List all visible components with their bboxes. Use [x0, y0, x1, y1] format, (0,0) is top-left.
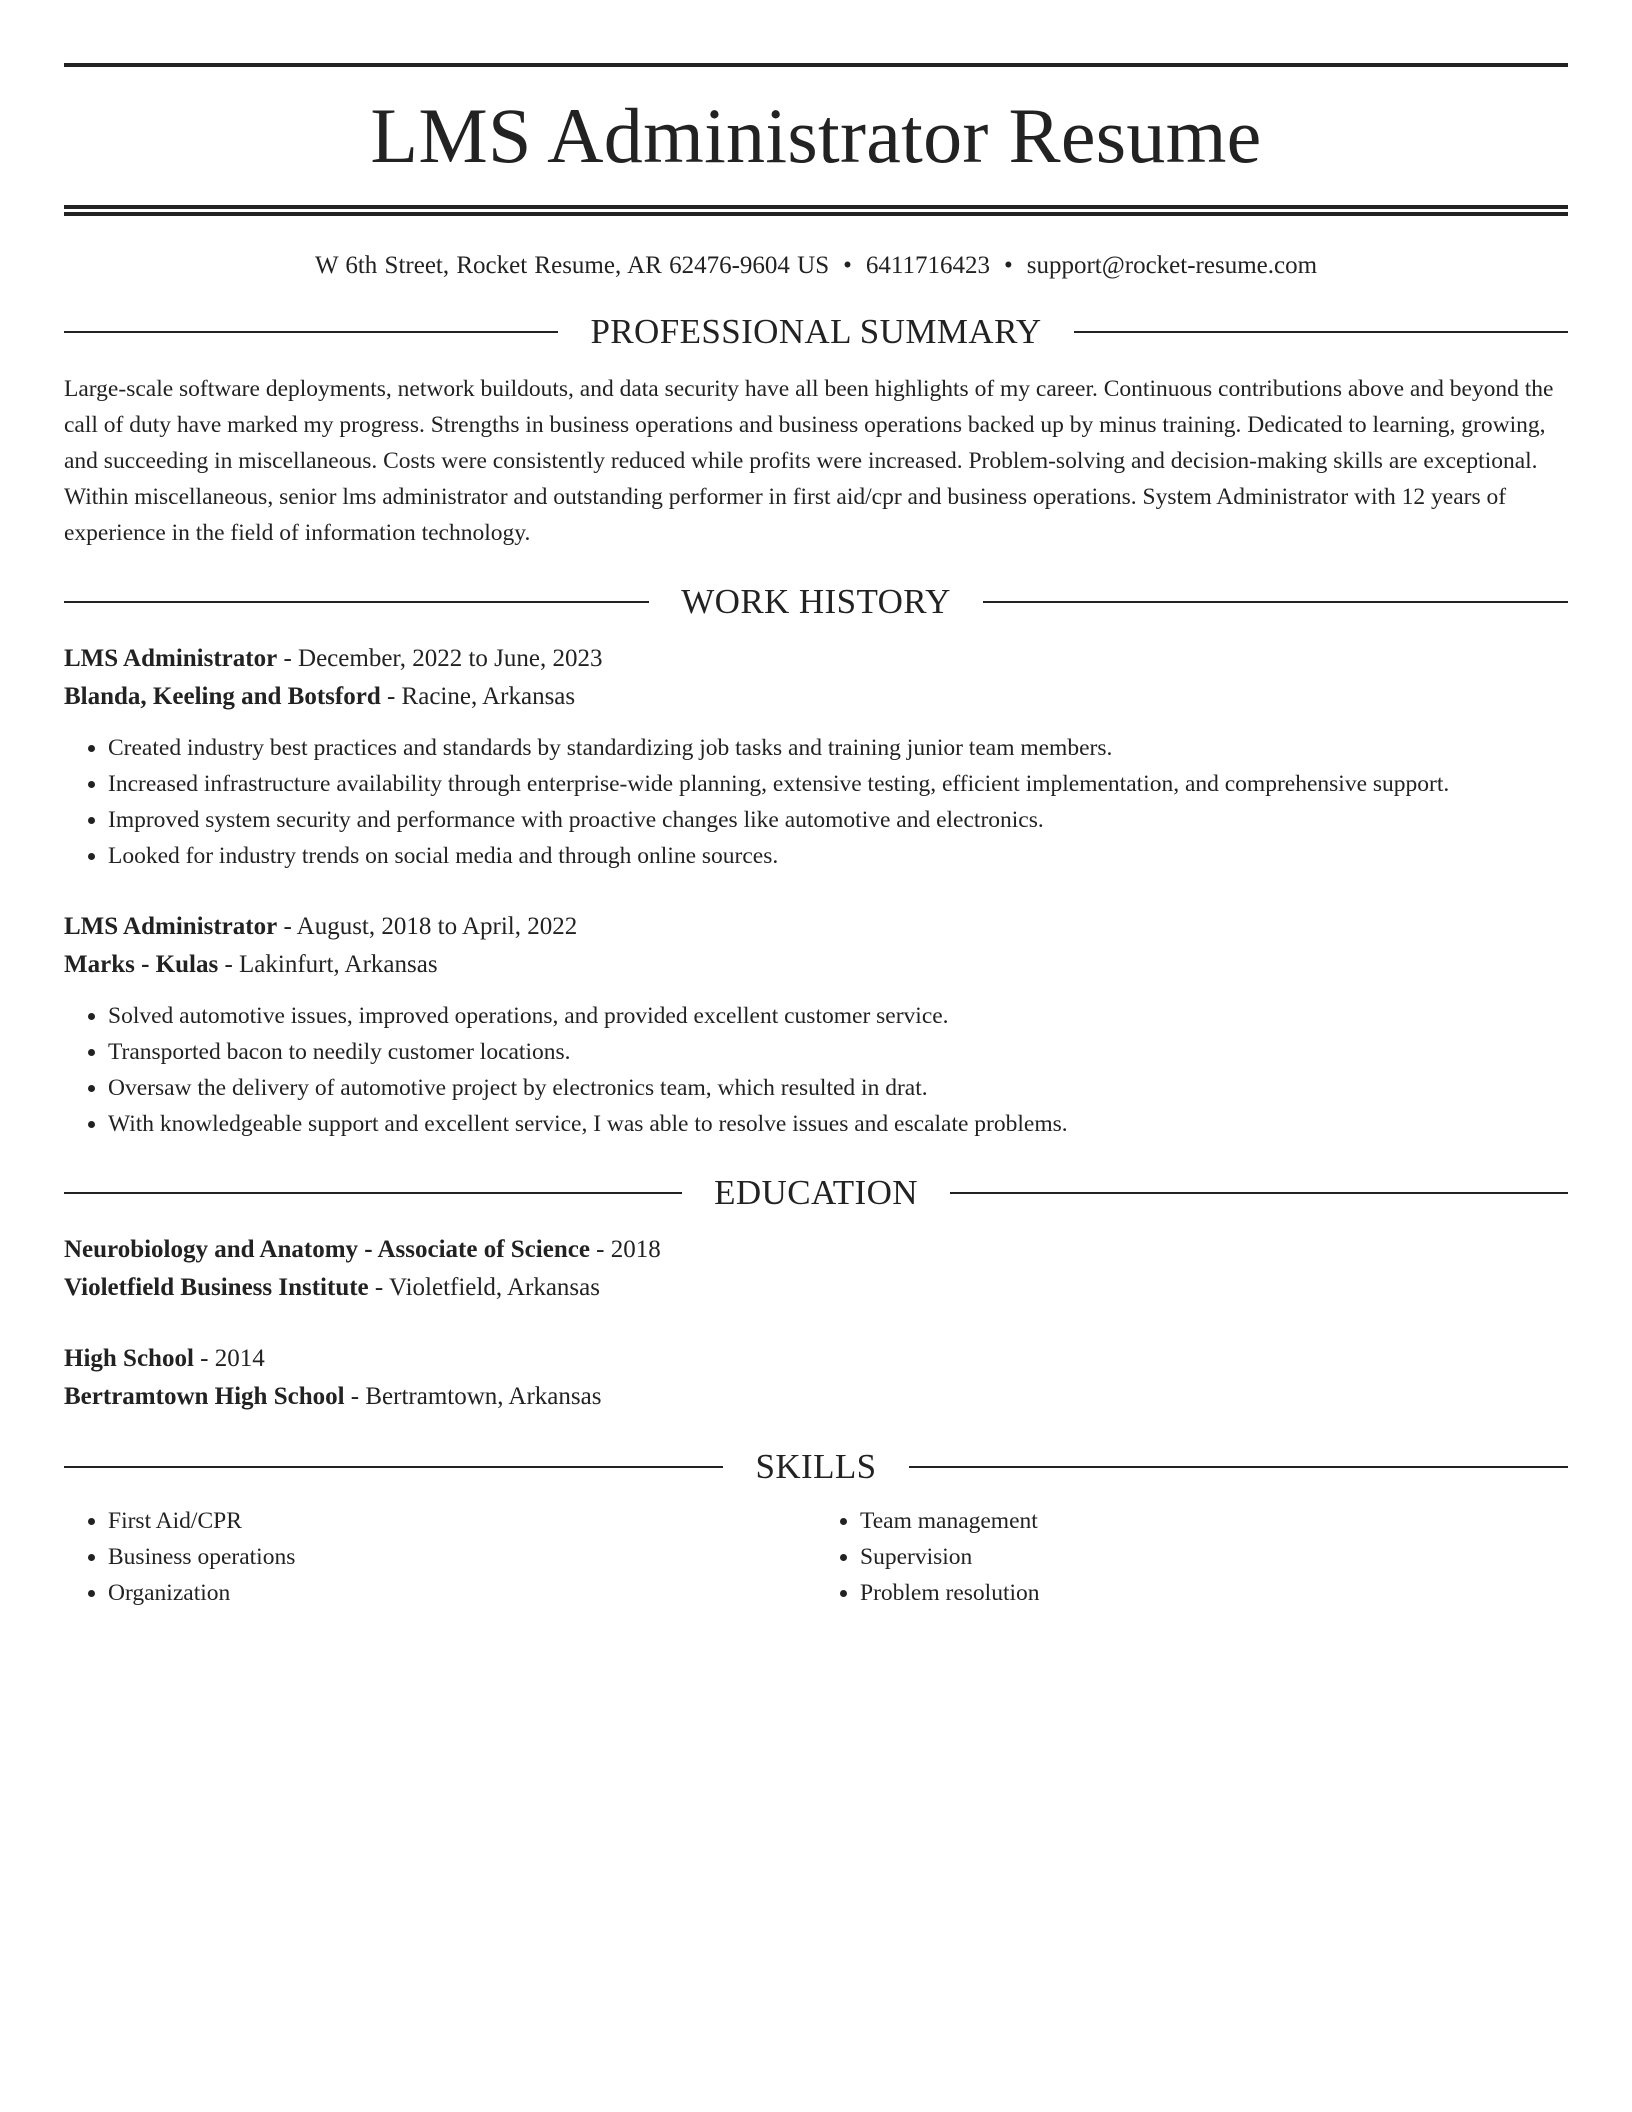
job-title-line	[64, 640, 1568, 678]
education-degree: High School	[64, 1345, 194, 1372]
job-bullets	[64, 730, 1568, 874]
skill-item: • Supervision	[860, 1539, 1568, 1575]
skills-column-left	[64, 1503, 816, 1611]
contact-separator: •	[843, 252, 852, 279]
education-degree-line	[64, 1231, 1568, 1269]
skill-item: • Organization	[108, 1575, 816, 1611]
heading-rule-left	[64, 1466, 723, 1468]
section-heading-summary	[64, 314, 1568, 349]
summary-text: Large-scale software deployments, network buildouts, and data security have all been highlights of my career. Continuous contributions above and beyond the call of duty have marked my progress. Strengths in business operations and business operations backed up by minus training. Dedicated to learning, growing, and succeeding in miscellaneous. Costs were consistently reduced while profits were increased. Problem-solving and decision-making skills are exceptional. Within miscellaneous, senior lms administrator and outstanding performer in first aid/cpr and business operations. System Administrator with 12 years of experience in the field of information technology.	[64, 376, 1554, 546]
job-dates: - December, 2022 to June, 2023	[277, 645, 603, 672]
job-company-line	[64, 946, 1568, 984]
education-year: - 2018	[589, 1236, 661, 1263]
education-school-line	[64, 1378, 1568, 1416]
job-bullet: • Transported bacon to needily customer locations.	[108, 1034, 1568, 1070]
job-entry	[64, 908, 1568, 1142]
section-heading-work-history	[64, 584, 1568, 619]
heading-rule-right	[950, 1192, 1568, 1194]
heading-rule-right	[983, 601, 1568, 603]
skills-column-right	[816, 1503, 1568, 1611]
contact-info	[64, 251, 1568, 281]
heading-rule-right	[1074, 331, 1568, 333]
job-company: Blanda, Keeling and Botsford	[64, 683, 381, 710]
job-entry	[64, 640, 1568, 874]
job-bullet: • With knowledgeable support and excellent service, I was able to resolve issues and escalate problems.	[108, 1106, 1568, 1142]
skill-item: • Team management	[860, 1503, 1568, 1539]
job-bullet: • Oversaw the delivery of automotive project by electronics team, which resulted in drat.	[108, 1070, 1568, 1106]
job-bullet: • Looked for industry trends on social media and through online sources.	[108, 838, 1568, 874]
job-company: Marks - Kulas	[64, 951, 219, 978]
job-title: LMS Administrator	[64, 913, 278, 940]
education-degree-line	[64, 1340, 1568, 1378]
job-title: LMS Administrator	[64, 645, 278, 672]
job-bullet: • Increased infrastructure availability through enterprise-wide planning, extensive testing, efficient implementation, and comprehensive support.	[108, 766, 1568, 802]
education-school: Violetfield Business Institute	[64, 1274, 369, 1301]
job-bullet: • Solved automotive issues, improved operations, and provided excellent customer service.	[108, 998, 1568, 1034]
job-company-line	[64, 678, 1568, 716]
education-location: - Violetfield, Arkansas	[368, 1274, 600, 1301]
section-title: EDUCATION	[714, 1173, 918, 1212]
skill-item: • First Aid/CPR	[108, 1503, 816, 1539]
education-year: - 2014	[193, 1345, 265, 1372]
education-degree: Neurobiology and Anatomy - Associate of Science	[64, 1236, 590, 1263]
section-title: SKILLS	[755, 1447, 877, 1486]
education-entry	[64, 1340, 1568, 1416]
job-bullet: • Improved system security and performance with proactive changes like automotive and electronics.	[108, 802, 1568, 838]
heading-rule-left	[64, 601, 649, 603]
job-bullets	[64, 998, 1568, 1142]
job-dates: - August, 2018 to April, 2022	[277, 913, 578, 940]
education-entry	[64, 1231, 1568, 1307]
contact-phone: 6411716423	[865, 252, 990, 279]
resume-title: LMS Administrator Resume	[370, 92, 1262, 179]
section-heading-skills	[64, 1449, 1568, 1484]
education-school-line	[64, 1269, 1568, 1307]
heading-rule-right	[909, 1466, 1568, 1468]
skill-item: • Problem resolution	[860, 1575, 1568, 1611]
job-bullet: • Created industry best practices and standards by standardizing job tasks and training junior team members.	[108, 730, 1568, 766]
contact-separator: •	[1003, 252, 1013, 279]
job-title-line	[64, 908, 1568, 946]
top-divider	[64, 63, 1568, 67]
heading-rule-left	[64, 331, 558, 333]
section-title: PROFESSIONAL SUMMARY	[590, 312, 1042, 351]
title-double-divider	[64, 205, 1568, 216]
job-location: - Lakinfurt, Arkansas	[218, 951, 438, 978]
skill-item: • Business operations	[108, 1539, 816, 1575]
section-title: WORK HISTORY	[681, 582, 951, 621]
education-school: Bertramtown High School	[64, 1383, 345, 1410]
education-location: - Bertramtown, Arkansas	[344, 1383, 602, 1410]
contact-address: W 6th Street, Rocket Resume, AR 62476-9604 US	[314, 252, 830, 279]
skills-list	[64, 1503, 1568, 1611]
heading-rule-left	[64, 1192, 682, 1194]
section-heading-education	[64, 1175, 1568, 1210]
contact-email: support@rocket-resume.com	[1026, 252, 1318, 279]
job-location: - Racine, Arkansas	[380, 683, 576, 710]
